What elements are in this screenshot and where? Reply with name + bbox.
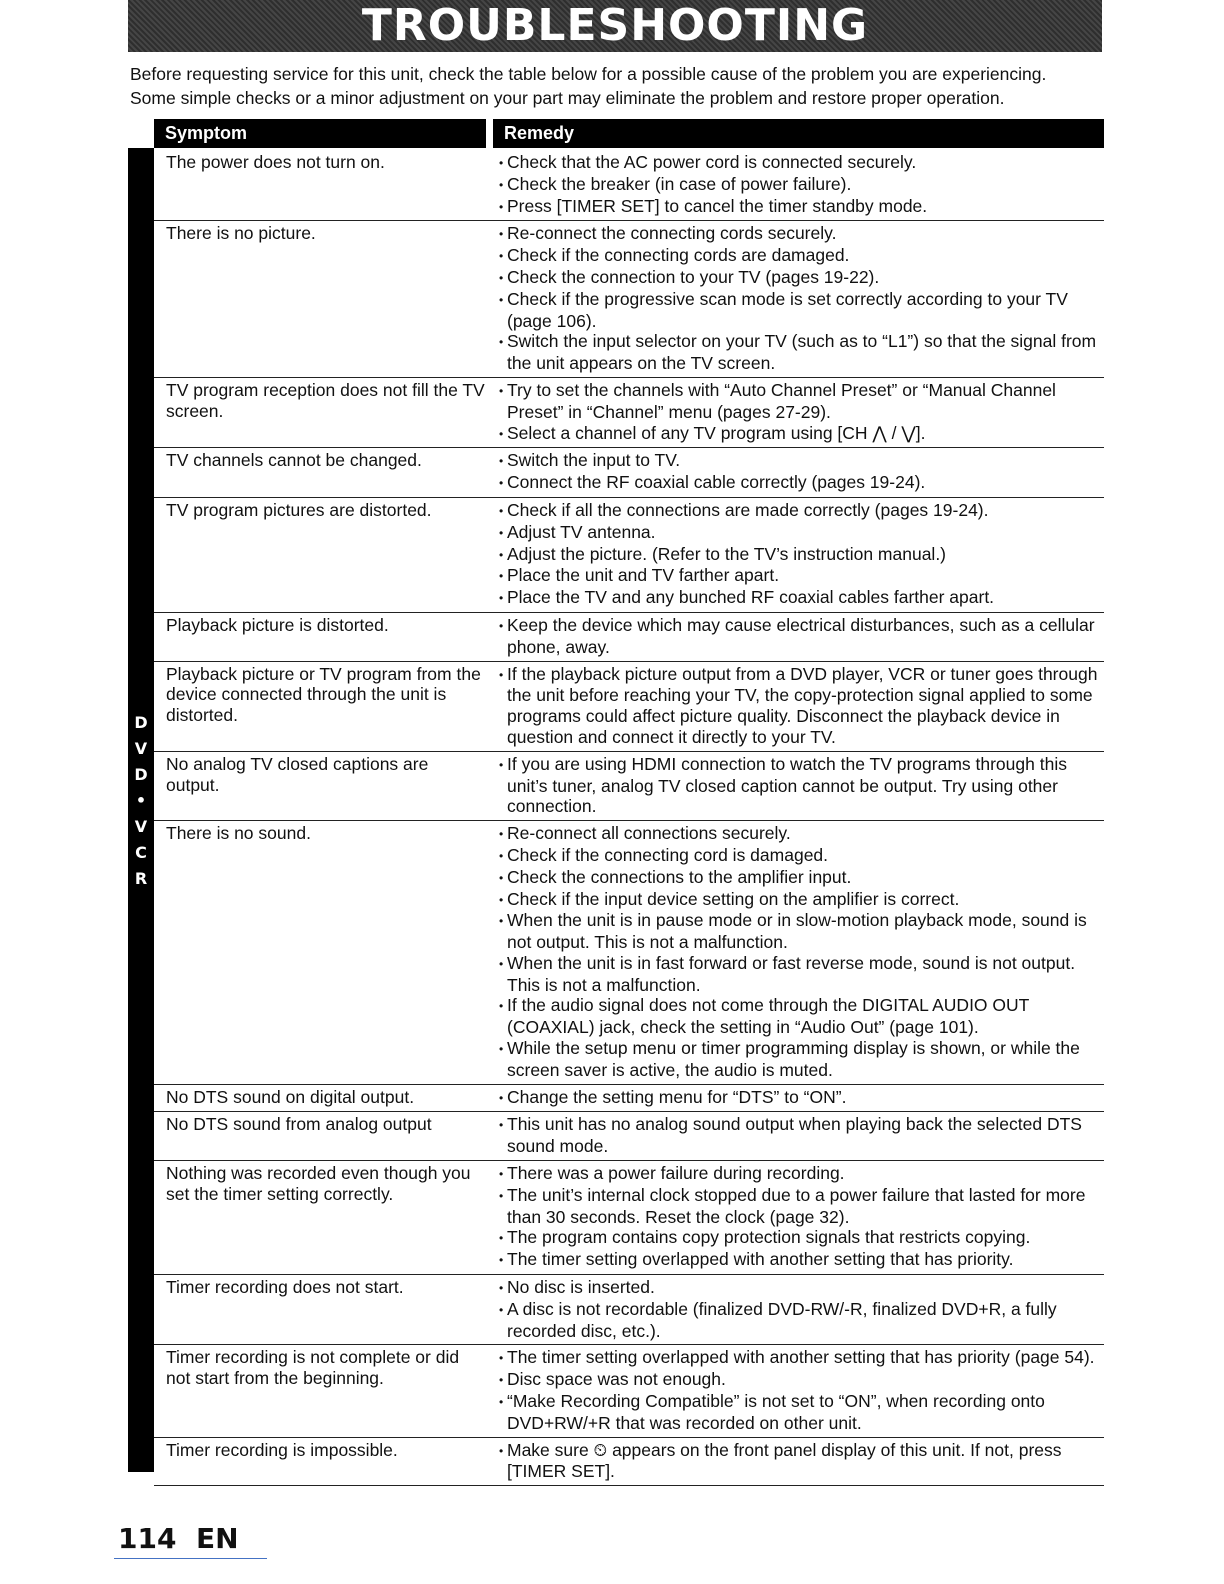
remedy-item: • Check if the connecting cord is damaged.	[493, 845, 1104, 867]
remedy-cell	[493, 664, 1104, 748]
page-footer	[118, 1522, 239, 1555]
remedy-cell	[493, 500, 1104, 609]
symptom-cell: There is no picture.	[166, 223, 316, 244]
symptom-header: Symptom	[154, 119, 486, 148]
remedy-item: • Adjust TV antenna.	[493, 522, 1104, 544]
remedy-item: • Select a channel of any TV program using [CH ⋀ / ⋁].	[493, 423, 1104, 445]
symptom-cell: Timer recording does not start.	[166, 1277, 404, 1298]
remedy-item: • No disc is inserted.	[493, 1277, 1104, 1299]
remedy-item: • Check the connections to the amplifier input.	[493, 867, 1104, 889]
remedy-item: • If the playback picture output from a DVD player, VCR or tuner goes through the unit before reaching your TV, the copy-protection signal applied to some programs could affect picture quality. Disconnect the playback device in question and connect it directly to your TV.	[493, 664, 1104, 748]
side-tab-letter: V	[134, 739, 148, 758]
remedy-item: • A disc is not recordable (finalized DVD-RW/-R, finalized DVD+R, a fully recorded disc, etc.).	[493, 1299, 1104, 1342]
remedy-item: • Check the breaker (in case of power failure).	[493, 174, 1104, 196]
remedy-item: • Check if the connecting cords are damaged.	[493, 245, 1104, 267]
symptom-cell: Playback picture is distorted.	[166, 614, 389, 635]
remedy-item: • Check that the AC power cord is connected securely.	[493, 152, 1104, 174]
remedy-cell	[493, 1347, 1104, 1433]
intro-line-1: Before requesting service for this unit, check the table below for a possible cause of the problem you are experiencing.	[130, 64, 1047, 84]
remedy-cell	[493, 1440, 1104, 1483]
remedy-cell	[493, 223, 1104, 374]
footer-rule	[114, 1558, 267, 1559]
table-row	[154, 1161, 1104, 1275]
table-row	[154, 221, 1104, 378]
remedy-cell	[493, 615, 1104, 658]
table-row	[154, 378, 1104, 448]
remedy-item: • When the unit is in pause mode or in slow-motion playback mode, sound is not output. This is not a malfunction.	[493, 910, 1104, 953]
remedy-item: • The timer setting overlapped with another setting that has priority.	[493, 1249, 1104, 1271]
table-row	[154, 662, 1104, 752]
remedy-item: • While the setup menu or timer programming display is shown, or while the screen saver is active, the audio is muted.	[493, 1038, 1104, 1081]
remedy-cell	[493, 1114, 1104, 1157]
table-row	[154, 448, 1104, 498]
remedy-item: • When the unit is in fast forward or fast reverse mode, sound is not output. This is not a malfunction.	[493, 953, 1104, 996]
table-row	[154, 498, 1104, 613]
table-row	[154, 821, 1104, 1085]
table-header	[154, 119, 1104, 148]
table-row	[154, 1438, 1104, 1487]
remedy-item: • Check if all the connections are made correctly (pages 19-24).	[493, 500, 1104, 522]
symptom-cell: TV program reception does not fill the TV screen.	[166, 379, 485, 421]
table-row	[154, 613, 1104, 662]
remedy-cell	[493, 754, 1104, 817]
title-banner	[128, 0, 1102, 52]
remedy-header: Remedy	[493, 119, 1104, 148]
remedy-item: • Disc space was not enough.	[493, 1369, 1104, 1391]
page-number: 114	[118, 1522, 177, 1555]
symptom-cell: There is no sound.	[166, 823, 311, 844]
remedy-item: • The timer setting overlapped with another setting that has priority (page 54).	[493, 1347, 1104, 1369]
page-title: TROUBLESHOOTING	[361, 0, 869, 51]
intro-line-2: Some simple checks or a minor adjustment on your part may eliminate the problem and restore proper operation.	[130, 88, 1005, 108]
intro-text	[130, 62, 1110, 110]
remedy-item: • The unit’s internal clock stopped due to a power failure that lasted for more than 30 seconds. Reset the clock (page 32).	[493, 1185, 1104, 1228]
side-tab-letters	[128, 710, 154, 892]
table-row	[154, 1345, 1104, 1437]
remedy-item: • Re-connect all connections securely.	[493, 823, 1104, 845]
remedy-item: • Make sure ⏲ appears on the front panel display of this unit. If not, press [TIMER SET].	[493, 1440, 1104, 1483]
symptom-cell: TV channels cannot be changed.	[166, 450, 422, 471]
remedy-item: • Check if the progressive scan mode is set correctly according to your TV (page 106).	[493, 289, 1104, 332]
symptom-cell: No DTS sound on digital output.	[166, 1086, 415, 1107]
remedy-item: • Keep the device which may cause electrical disturbances, such as a cellular phone, away.	[493, 615, 1104, 658]
symptom-cell: Playback picture or TV program from the device connected through the unit is distorted.	[166, 663, 481, 726]
remedy-cell	[493, 152, 1104, 217]
remedy-item: • Re-connect the connecting cords securely.	[493, 223, 1104, 245]
table-row	[154, 1085, 1104, 1113]
remedy-cell	[493, 823, 1104, 1081]
symptom-cell: No DTS sound from analog output	[166, 1114, 432, 1135]
remedy-item: • If you are using HDMI connection to watch the TV programs through this unit’s tuner, analog TV closed caption cannot be output. Try using other connection.	[493, 754, 1104, 817]
remedy-item: • There was a power failure during recording.	[493, 1163, 1104, 1185]
remedy-cell	[493, 1087, 1104, 1109]
remedy-cell	[493, 1277, 1104, 1341]
table-row	[154, 752, 1104, 821]
remedy-item: • Check if the input device setting on the amplifier is correct.	[493, 889, 1104, 911]
remedy-item: • If the audio signal does not come through the DIGITAL AUDIO OUT (COAXIAL) jack, check the setting in “Audio Out” (page 101).	[493, 995, 1104, 1038]
remedy-item: • The program contains copy protection signals that restricts copying.	[493, 1227, 1104, 1249]
remedy-item: • Change the setting menu for “DTS” to “ON”.	[493, 1087, 1104, 1109]
remedy-item: • Place the unit and TV farther apart.	[493, 565, 1104, 587]
table-row	[154, 1112, 1104, 1161]
remedy-item: • Try to set the channels with “Auto Channel Preset” or “Manual Channel Preset” in “Channel” menu (pages 27-29).	[493, 380, 1104, 423]
symptom-cell: Nothing was recorded even though you set the timer setting correctly.	[166, 1163, 471, 1204]
symptom-cell: No analog TV closed captions are output.	[166, 753, 429, 795]
remedy-cell	[493, 1163, 1104, 1271]
remedy-item: • Press [TIMER SET] to cancel the timer standby mode.	[493, 196, 1104, 218]
troubleshooting-table	[154, 150, 1104, 1486]
symptom-cell: The power does not turn on.	[166, 152, 385, 172]
symptom-cell: Timer recording is impossible.	[166, 1439, 398, 1460]
remedy-item: • Place the TV and any bunched RF coaxial cables farther apart.	[493, 587, 1104, 609]
remedy-cell	[493, 380, 1104, 444]
table-row	[154, 150, 1104, 221]
side-tab-letter: D	[134, 713, 148, 732]
remedy-item: • This unit has no analog sound output when playing back the selected DTS sound mode.	[493, 1114, 1104, 1157]
remedy-item: • Connect the RF coaxial cable correctly (pages 19-24).	[493, 472, 1104, 494]
side-tab-letter: C	[135, 843, 147, 862]
side-tab-letter: •	[135, 791, 147, 810]
remedy-item: • Check the connection to your TV (pages 19-22).	[493, 267, 1104, 289]
remedy-item: • “Make Recording Compatible” is not set to “ON”, when recording onto DVD+RW/+R that was recorded on other unit.	[493, 1391, 1104, 1434]
side-tab-letter: V	[134, 817, 148, 836]
side-tab-letter: D	[134, 765, 148, 784]
symptom-cell: TV program pictures are distorted.	[166, 499, 432, 520]
page-lang: EN	[195, 1522, 239, 1555]
remedy-item: • Switch the input selector on your TV (such as to “L1”) so that the signal from the unit appears on the TV screen.	[493, 331, 1104, 374]
table-row	[154, 1275, 1104, 1345]
remedy-cell	[493, 450, 1104, 494]
side-tab-letter: R	[134, 869, 148, 888]
symptom-cell: Timer recording is not complete or did not start from the beginning.	[166, 1347, 460, 1389]
remedy-item: • Switch the input to TV.	[493, 450, 1104, 472]
remedy-item: • Adjust the picture. (Refer to the TV’s instruction manual.)	[493, 544, 1104, 566]
